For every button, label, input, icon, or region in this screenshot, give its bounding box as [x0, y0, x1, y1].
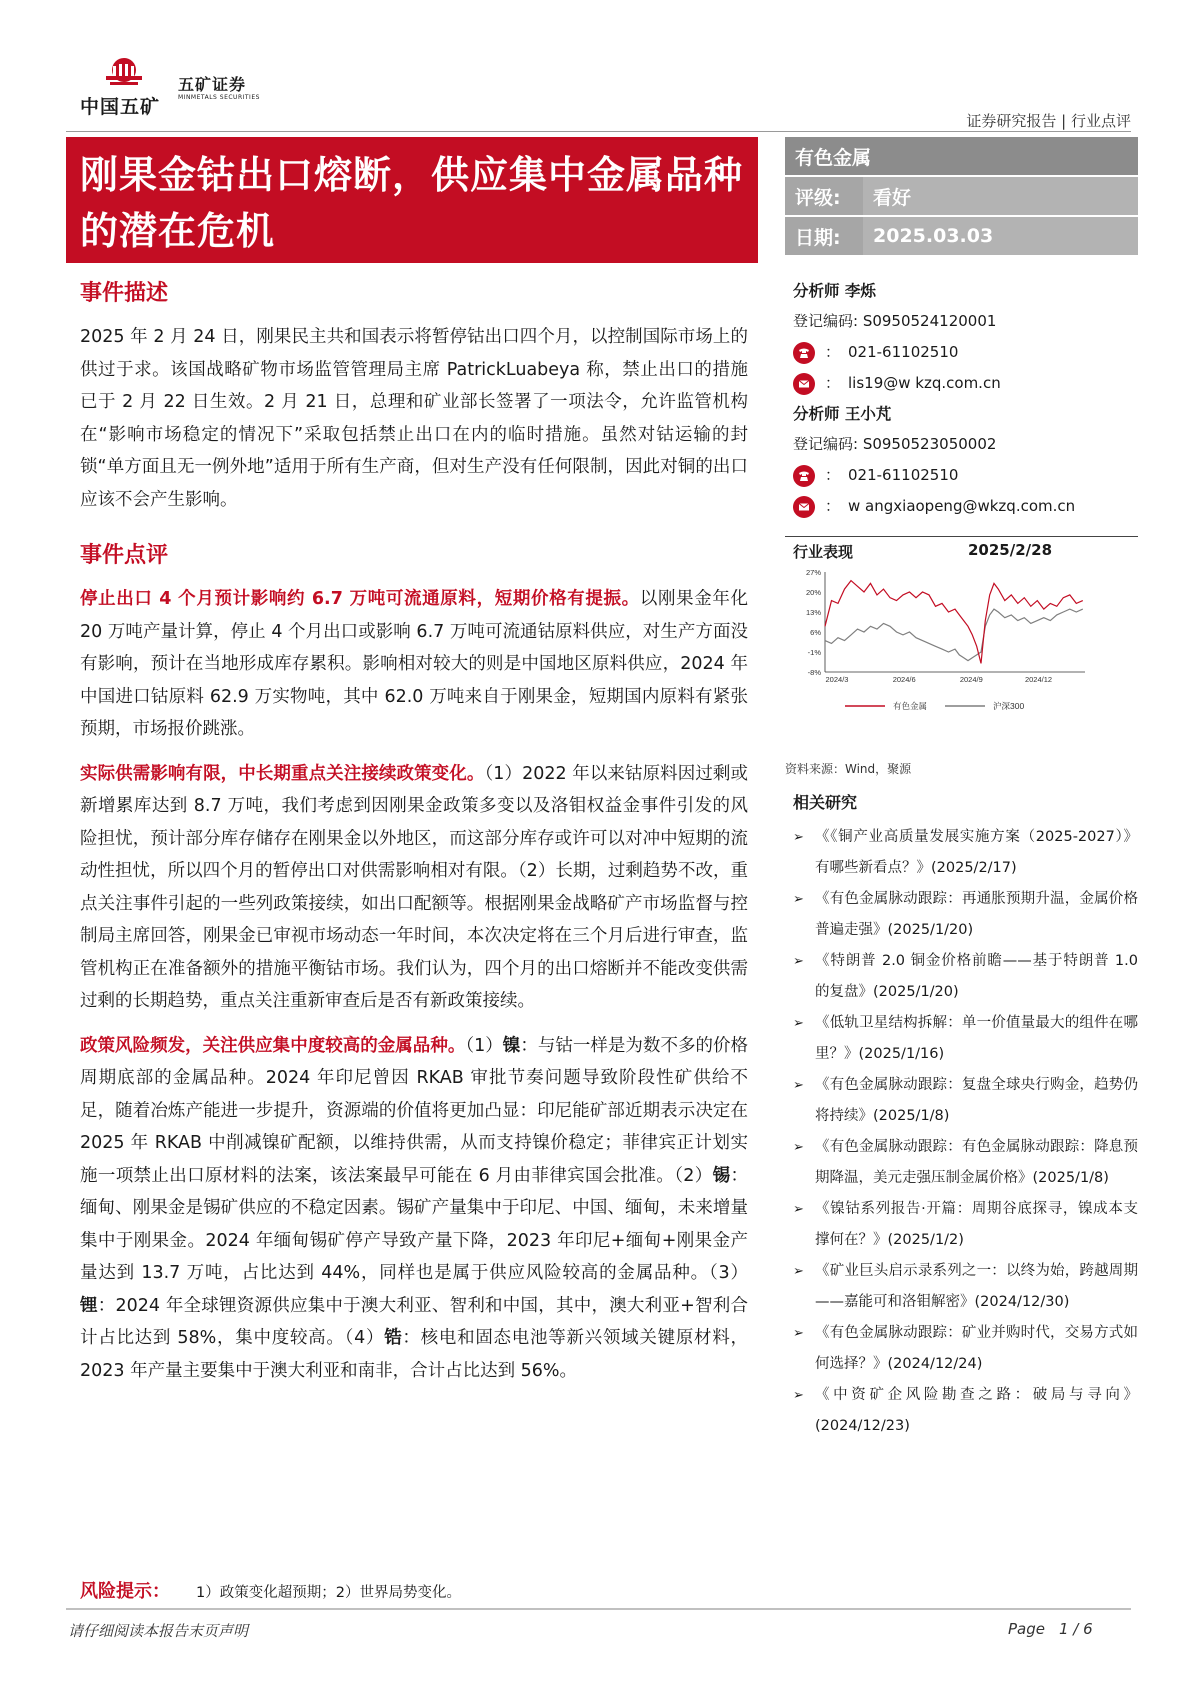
page-indicator: [1008, 1620, 1093, 1638]
paragraph-2-body: （1）2022 年以来钴原料因过剩或新增累库达到 8.7 万吨，我们考虑到因刚果金政策多变以及洛钼权益金事件引发的风险担忧，预计部分库存储存在刚果金以外地区，而这部分库存或许可以对冲中短期的流动性担忧，所以四个月的暂停出口对供需影响相对有限。（2）长期，过剩趋势不改，重点关注事件引起的一些列政策接续，如出口配额等。根据刚果金战略矿产市场监督与控制局主席回答，刚果金已审视市场动态一年时间，本次决定将在三个月后进行审查，监管机构正在准备额外的措施平衡钴市场。我们认为，四个月的出口熔断并不能改变供需过剩的长期趋势，重点关注重新审查后是否有新政策接续。: [80, 763, 749, 1011]
y-tick-label: 20%: [805, 588, 821, 597]
related-item-text: 《特朗普 2.0 铜金价格前瞻——基于特朗普 1.0 的复盘》(2025/1/20): [815, 953, 1138, 1000]
date-label: 日期:: [795, 226, 841, 249]
rating-info-box: [785, 137, 1138, 263]
y-tick-label: 27%: [805, 568, 821, 577]
email-separator: ：: [825, 497, 841, 515]
chart-source: 资料来源：Wind，聚源: [785, 762, 912, 776]
rating-row: [785, 177, 1138, 215]
chart-plot: [785, 562, 1138, 748]
tin-text: ：缅甸、刚果金是锡矿供应的不稳定因素。锡矿产量集中于印尼、中国、缅甸，未来增量集中于刚果金。2024 年缅甸锡矿停产导致产量下降，2023 年印尼+缅甸+刚果金产量达到 13.7 万吨，占比达到 44%，同样也是属于供应风险较高的金属品种。: [80, 1165, 748, 1283]
analyst-panel: [793, 276, 1138, 522]
analyst-2-reg: 登记编码: S0950523050002: [793, 435, 997, 453]
related-research-title: 相关研究: [793, 793, 858, 812]
email-icon: [793, 496, 815, 518]
arrow-bullet-icon: ➢: [793, 1202, 804, 1217]
analyst-1-reg: 登记编码: S0950524120001: [793, 312, 997, 330]
analyst-2: [793, 399, 1138, 522]
arrow-bullet-icon: ➢: [793, 954, 804, 969]
risk-warning: [80, 1577, 461, 1603]
analyst-1-email: [793, 368, 1138, 399]
logo-brand-en: MINMETALS SECURITIES: [178, 94, 260, 101]
industry-performance-chart: [785, 536, 1138, 746]
report-title-line2: 的潜在危机: [80, 209, 276, 253]
email-icon: [793, 373, 815, 395]
arrow-bullet-icon: ➢: [793, 1140, 804, 1155]
phone-separator: ：: [825, 343, 841, 361]
legend-label-nonferrous: 有色金属: [893, 701, 928, 711]
zirconium-text: ：核电和固态电池等新兴领域关键原材料，2023 年产量主要集中于澳大利亚和南非，合计占比达到 56%。: [80, 1328, 748, 1381]
x-tick-label: 2024/6: [892, 675, 916, 684]
y-tick-label: 13%: [805, 608, 821, 617]
analyst-2-phone: [793, 460, 1138, 491]
y-tick-label: -1%: [807, 648, 821, 657]
analyst-1-email-address[interactable]: lis19@w kzq.com.cn: [848, 374, 1001, 392]
related-item[interactable]: [793, 822, 1138, 884]
analyst-2-name: 分析师 王小芃: [793, 405, 892, 423]
report-title: [80, 147, 744, 259]
related-item-text: 《镍钴系列报告·开篇：周期谷底探寻，镍成本支撑何在？》(2025/1/2): [815, 1201, 1138, 1248]
lithium-keyword: 锂: [80, 1295, 98, 1316]
arrow-bullet-icon: ➢: [793, 1264, 804, 1279]
nickel-number: （1）: [465, 1035, 503, 1056]
x-tick-label: 2024/3: [825, 675, 849, 684]
paragraph-2-heading: 实际供需影响有限，中长期重点关注接续政策变化。: [80, 763, 485, 784]
email-separator: ：: [825, 374, 841, 392]
main-content: [80, 276, 748, 1387]
logo-company-name: 中国五矿: [80, 96, 161, 118]
paragraph-1-body: 以刚果金年化 20 万吨产量计算，停止 4 个月出口或影响 6.7 万吨可流通钴原料供应，对生产方面没有影响，预计在当地形成库存累积。影响相对较大的则是中国地区原料供应，2024 年中国进口钴原料 62.9 万实物吨，其中 62.0 万吨来自于刚果金，短期国内原料有紧张预期，市场报价跳涨。: [80, 589, 749, 739]
phone-icon: [793, 342, 815, 364]
comment-paragraph-3: [80, 1030, 748, 1388]
related-item[interactable]: [793, 1380, 1138, 1442]
logo-brand-name: 五矿证券: [178, 75, 247, 94]
report-title-line1: 刚果金钴出口熔断，供应集中金属品种: [80, 153, 744, 197]
related-item-text: 《中资矿企风险勘查之路：破局与寻向》(2024/12/23): [815, 1387, 1138, 1434]
rating-value: 看好: [863, 177, 1138, 215]
related-item-text: 《有色金属脉动跟踪：再通胀预期升温，金属价格普遍走强》(2025/1/20): [815, 891, 1138, 938]
related-item[interactable]: [793, 1070, 1138, 1132]
sector-row: [785, 137, 1138, 175]
related-item-text: 《有色金属脉动跟踪：矿业并购时代，交易方式如何选择？》(2024/12/24): [815, 1325, 1138, 1372]
related-research-list: [793, 822, 1138, 1442]
arrow-bullet-icon: ➢: [793, 1388, 804, 1403]
related-item[interactable]: [793, 946, 1138, 1008]
arrow-bullet-icon: ➢: [793, 1078, 804, 1093]
y-tick-label: 6%: [810, 628, 821, 637]
x-tick-label: 2024/9: [959, 675, 983, 684]
lithium-text: ：2024 年全球锂资源供应集中于澳大利亚、智利和中国，其中，澳大利亚+智利合计占比达到 58%，集中度较高。: [80, 1295, 749, 1348]
tin-number: （2）: [674, 1165, 713, 1186]
analyst-2-email: [793, 491, 1138, 522]
lithium-number: （3）: [708, 1263, 748, 1283]
date-value: 2025.03.03: [863, 217, 1138, 255]
nickel-keyword: 镍: [502, 1035, 521, 1056]
logo-emblem-icon: [104, 54, 144, 90]
event-section-title: 事件描述: [80, 281, 169, 306]
company-logo: [80, 52, 260, 118]
event-description: 2025 年 2 月 24 日，刚果民主共和国表示将暂停钴出口四个月，以控制国际市场上的供过于求。该国战略矿物市场监管管理局主席 PatrickLuabeya 称，禁止出口的措施已于 2 月 22 日生效。2 月 21 日，总理和矿业部长签署了一项法令，允许监管机构在“影响市场稳定的情况下”采取包括禁止出口在内的临时措施。虽然对钴运输的封锁“单方面且无一例外地”适用于所有生产商，但对生产没有任何限制，因此对铜的出口应该不会产生影响。: [80, 327, 748, 510]
related-item-text: 《矿业巨头启示录系列之一：以终为始，跨越周期——嘉能可和洛钼解密》(2024/12/30): [815, 1263, 1138, 1310]
page-label: Page: [1008, 1620, 1045, 1638]
footer-divider: [66, 1608, 1131, 1610]
related-item[interactable]: [793, 1008, 1138, 1070]
tin-keyword: 锡: [712, 1165, 731, 1186]
related-item[interactable]: [793, 1132, 1138, 1194]
y-tick-label: -8%: [807, 668, 821, 677]
header-divider: [66, 131, 1131, 132]
zirconium-number: （4）: [344, 1328, 385, 1348]
series-line-csi300: [825, 609, 1083, 661]
risk-label: 风险提示：: [80, 1581, 170, 1602]
risk-text: 1）政策变化超预期；2）世界局势变化。: [196, 1585, 461, 1601]
analyst-2-email-address[interactable]: w angxiaopeng@wkzq.com.cn: [848, 497, 1076, 515]
related-item[interactable]: [793, 884, 1138, 946]
footer-disclaimer: 请仔细阅读本报告末页声明: [68, 1622, 249, 1640]
date-row: [785, 217, 1138, 255]
comment-paragraph-2: [80, 758, 748, 1018]
rating-label: 评级:: [795, 186, 841, 209]
document-type: 证券研究报告 | 行业点评: [966, 112, 1131, 130]
arrow-bullet-icon: ➢: [793, 1016, 804, 1031]
phone-separator: ：: [825, 466, 841, 484]
phone-icon: [793, 465, 815, 487]
nickel-text: ：与钴一样是为数不多的价格周期底部的金属品种。2024 年印尼曾因 RKAB 审批节奏问题导致阶段性矿供给不足，随着冶炼产能进一步提升，资源端的价值将更加凸显：印尼能矿部近期表示决定在 2025 年 RKAB 中削减镍矿配额，以维持供需，从而支持镍价稳定；菲律宾正计划实施一项禁止出口原材料的法案，该法案最早可能在 6 月由菲律宾国会批准。: [80, 1035, 749, 1186]
analyst-1-phone: [793, 337, 1138, 368]
arrow-bullet-icon: ➢: [793, 830, 804, 845]
arrow-bullet-icon: ➢: [793, 1326, 804, 1341]
analyst-1: [793, 276, 1138, 399]
sector-name: 有色金属: [795, 146, 872, 169]
related-item-text: 《《铜产业高质量发展实施方案（2025-2027）》有哪些新看点？》(2025/2/17): [815, 829, 1138, 876]
chart-header: [785, 537, 1138, 562]
analyst-2-phone-number: 021-61102510: [848, 466, 959, 484]
x-tick-label: 2024/12: [1024, 675, 1053, 684]
report-title-banner: [66, 137, 758, 263]
analyst-1-name: 分析师 李烁: [793, 282, 876, 300]
related-item-text: 《低轨卫星结构拆解：单一价值量最大的组件在哪里？》(2025/1/16): [815, 1015, 1138, 1062]
related-item-text: 《有色金属脉动跟踪：复盘全球央行购金，趋势仍将持续》(2025/1/8): [815, 1077, 1138, 1124]
comment-paragraph-1: [80, 583, 748, 746]
chart-date: 2025/2/28: [968, 541, 1053, 559]
legend-label-csi300: 沪深300: [993, 701, 1025, 711]
comment-section-title: 事件点评: [80, 543, 169, 568]
paragraph-3-heading: 政策风险频发，关注供应集中度较高的金属品种。: [80, 1035, 466, 1056]
paragraph-1-heading: 停止出口 4 个月预计影响约 6.7 万吨可流通原料，短期价格有提振。: [80, 589, 640, 609]
chart-title: 行业表现: [793, 543, 854, 561]
related-item[interactable]: [793, 1194, 1138, 1256]
zirconium-keyword: 锆: [384, 1328, 403, 1348]
page-number: 1 / 6: [1059, 1620, 1093, 1638]
related-item-text: 《有色金属脉动跟踪：有色金属脉动跟踪：降息预期降温，美元走强压制金属价格》(2025/1/8): [815, 1139, 1138, 1186]
related-item[interactable]: [793, 1256, 1138, 1318]
arrow-bullet-icon: ➢: [793, 892, 804, 907]
series-line-nonferrous: [825, 581, 1083, 664]
related-item[interactable]: [793, 1318, 1138, 1380]
analyst-1-phone-number: 021-61102510: [848, 343, 959, 361]
